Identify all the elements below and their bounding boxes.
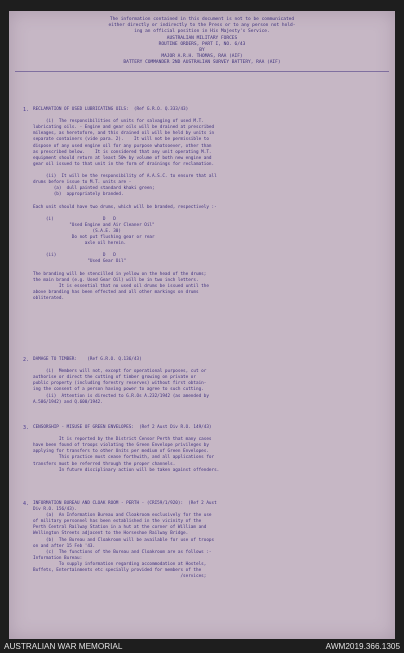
text-line: DAMAGE TO TIMBER: (Ref G.R.O. Q.136/43) <box>33 357 142 362</box>
text-line: /services; <box>33 574 207 580</box>
header-line: AUSTRALIAN MILITARY FORCES <box>166 35 238 41</box>
text-line: applying for transfers to other Units per medium of Green Envelopes. <box>33 449 209 455</box>
section-information-bureau <box>33 501 217 580</box>
text-line: drums before issue to M.T. units are - <box>33 180 132 186</box>
section-number: 1. <box>23 107 30 113</box>
section-number: 2. <box>23 357 30 363</box>
text-line: of military personnel has been established in the vicinity of the <box>33 519 202 525</box>
text-line: It is essential that no used oil drums be issued until the <box>33 283 209 289</box>
text-line: as prescribed below. It is considered that any unit operating M.T. <box>33 149 212 155</box>
header-line: BY <box>199 48 205 54</box>
text-line: separate containers (vide para. 2). It will not be permissible to <box>33 137 209 143</box>
text-line: lubricating oils. - Engine and gear oils will be drained at prescribed <box>33 125 215 131</box>
text-line: Perth Central Railway Station in a hut at the corner of William and <box>33 525 207 531</box>
section-number: 4. <box>23 501 30 507</box>
section-number: 3. <box>23 425 30 431</box>
text-line: A.586/1942) and Q.600/1942. <box>33 399 103 405</box>
text-line: gear oil issued to that unit in the form of drainings for reclamation. <box>33 161 215 167</box>
text-line: axle oil herein. <box>33 241 127 247</box>
header-line: ROUTINE ORDERS, PART I, NO. 6/43 <box>158 41 246 47</box>
text-line: (i) The responsibilities of units for salvaging of used M.T. <box>33 119 204 125</box>
text-line: (S.A.E. 30) <box>33 228 121 234</box>
archive-name: AUSTRALIAN WAR MEMORIAL <box>4 642 123 651</box>
text-line: (ii) It will be the responsibility of A.A.S.C. to ensure that all <box>33 174 217 180</box>
section-reclamation-of-oils <box>33 107 217 302</box>
text-line: (ii) D D <box>33 253 116 259</box>
text-line: (c) The functions of the Bureau and Cloakroom are as follows :- <box>33 549 212 555</box>
section-censorship <box>33 425 219 474</box>
section-damage-to-timber <box>33 357 209 406</box>
text-line: the main brand (e.g. Used Gear Oil) will be in two inch letters. <box>33 277 199 283</box>
text-line: (i) Members will not, except for operational purposes, cut or <box>33 369 207 375</box>
text-line: (a) dull painted standard khaki green; <box>33 186 155 192</box>
text-line: CENSORSHIP - MISUSE OF GREEN ENVELOPES: (Ref 2 Aust Div R.O. 149/43) <box>33 425 212 430</box>
text-line: (b) The Bureau and Cloakroom will be available for use of troops <box>33 537 215 543</box>
text-line: above branding has been effected and all other markings on drums <box>33 289 199 295</box>
text-line: Div R.O. 156/43). <box>33 507 77 513</box>
header-line: The information contained in this document is not to be communicated <box>109 17 295 22</box>
text-line: ing the consent of a person having power to agree to such cutting. <box>33 387 204 393</box>
text-line: authorise or direct the cutting of timber growing on private or <box>33 375 196 381</box>
text-line: (ii) Attention is directed to G.R.Os A.232/1942 (as amended by <box>33 393 209 399</box>
text-line: Buffets, Entertainments etc specially provided for members of the <box>33 568 202 574</box>
text-line: "Used Engine and Air Cleaner Oil" <box>33 222 155 228</box>
text-line: Each unit should have two drums, which will be branded, respectively :- <box>33 204 217 210</box>
text-line: public property (including forestry reserves) without first obtain- <box>33 381 207 387</box>
text-line: (i) D D <box>33 216 116 222</box>
text-line: This practice must cease forthwith, and all applications for <box>33 455 215 461</box>
text-line: (a) An Information Bureau and Cloakroom exclusively for the use <box>33 513 212 519</box>
text-line: The branding will be stencilled in yellow on the head of the drums; <box>33 271 207 277</box>
text-line: have been found of troops violating the Green Envelope privileges by <box>33 443 209 449</box>
text-line: "Used Gear Oil" <box>33 259 127 265</box>
header-line: BATTERY COMMANDER 2ND AUSTRALIAN SURVEY BATTERY, RAA (AIF) <box>123 60 281 66</box>
archive-footer <box>0 640 404 653</box>
document-page <box>9 11 395 639</box>
text-line: It is reported by the District Censor Perth that many cases <box>33 437 212 443</box>
header-line: MAJOR A.R.H. THOMAS, RAA (AIF) <box>161 54 243 60</box>
archive-reference: AWM2019.366.1305 <box>325 642 400 651</box>
text-line: obliterated. <box>33 295 65 301</box>
text-line: on and after 15 Feb '43. <box>33 543 96 549</box>
text-line: INFORMATION BUREAU AND CLOAK ROOM - PERTH - (CRI59/1/920): (Ref 2 Aust <box>33 501 217 506</box>
text-line: dispose of any used engine oil for any purpose whatsoever, other than <box>33 143 212 149</box>
text-line: RECLAMATION OF USED LUBRICATING OILS: (Ref G.R.O. Q.333/43) <box>33 107 189 112</box>
text-line: mileages, as heretofore, and this drained oil will be held by units in <box>33 131 215 137</box>
text-line: (b) appropriately branded. <box>33 192 124 198</box>
text-line: To supply information regarding accommodation at Hostels, <box>33 561 207 567</box>
header-rule <box>15 71 389 72</box>
text-line: Wellington Streets adjacent to the Horseshoe Railway Bridge. <box>33 531 189 537</box>
text-line: Information Bureau: <box>33 555 83 561</box>
document-header <box>19 17 385 67</box>
text-line: equipment should return at least 50% by volume of both new engine and <box>33 155 212 161</box>
text-line: Do not put flushing gear or rear <box>33 234 155 240</box>
text-line: In future disciplinary action will be taken against offenders. <box>33 467 220 473</box>
header-line: either directly or indirectly to the Press or to any person not hold- <box>108 23 296 29</box>
text-line: transfers must be referred through the proper channels. <box>33 461 176 467</box>
header-line: ing an official position in His Majesty's Service. <box>134 29 270 35</box>
